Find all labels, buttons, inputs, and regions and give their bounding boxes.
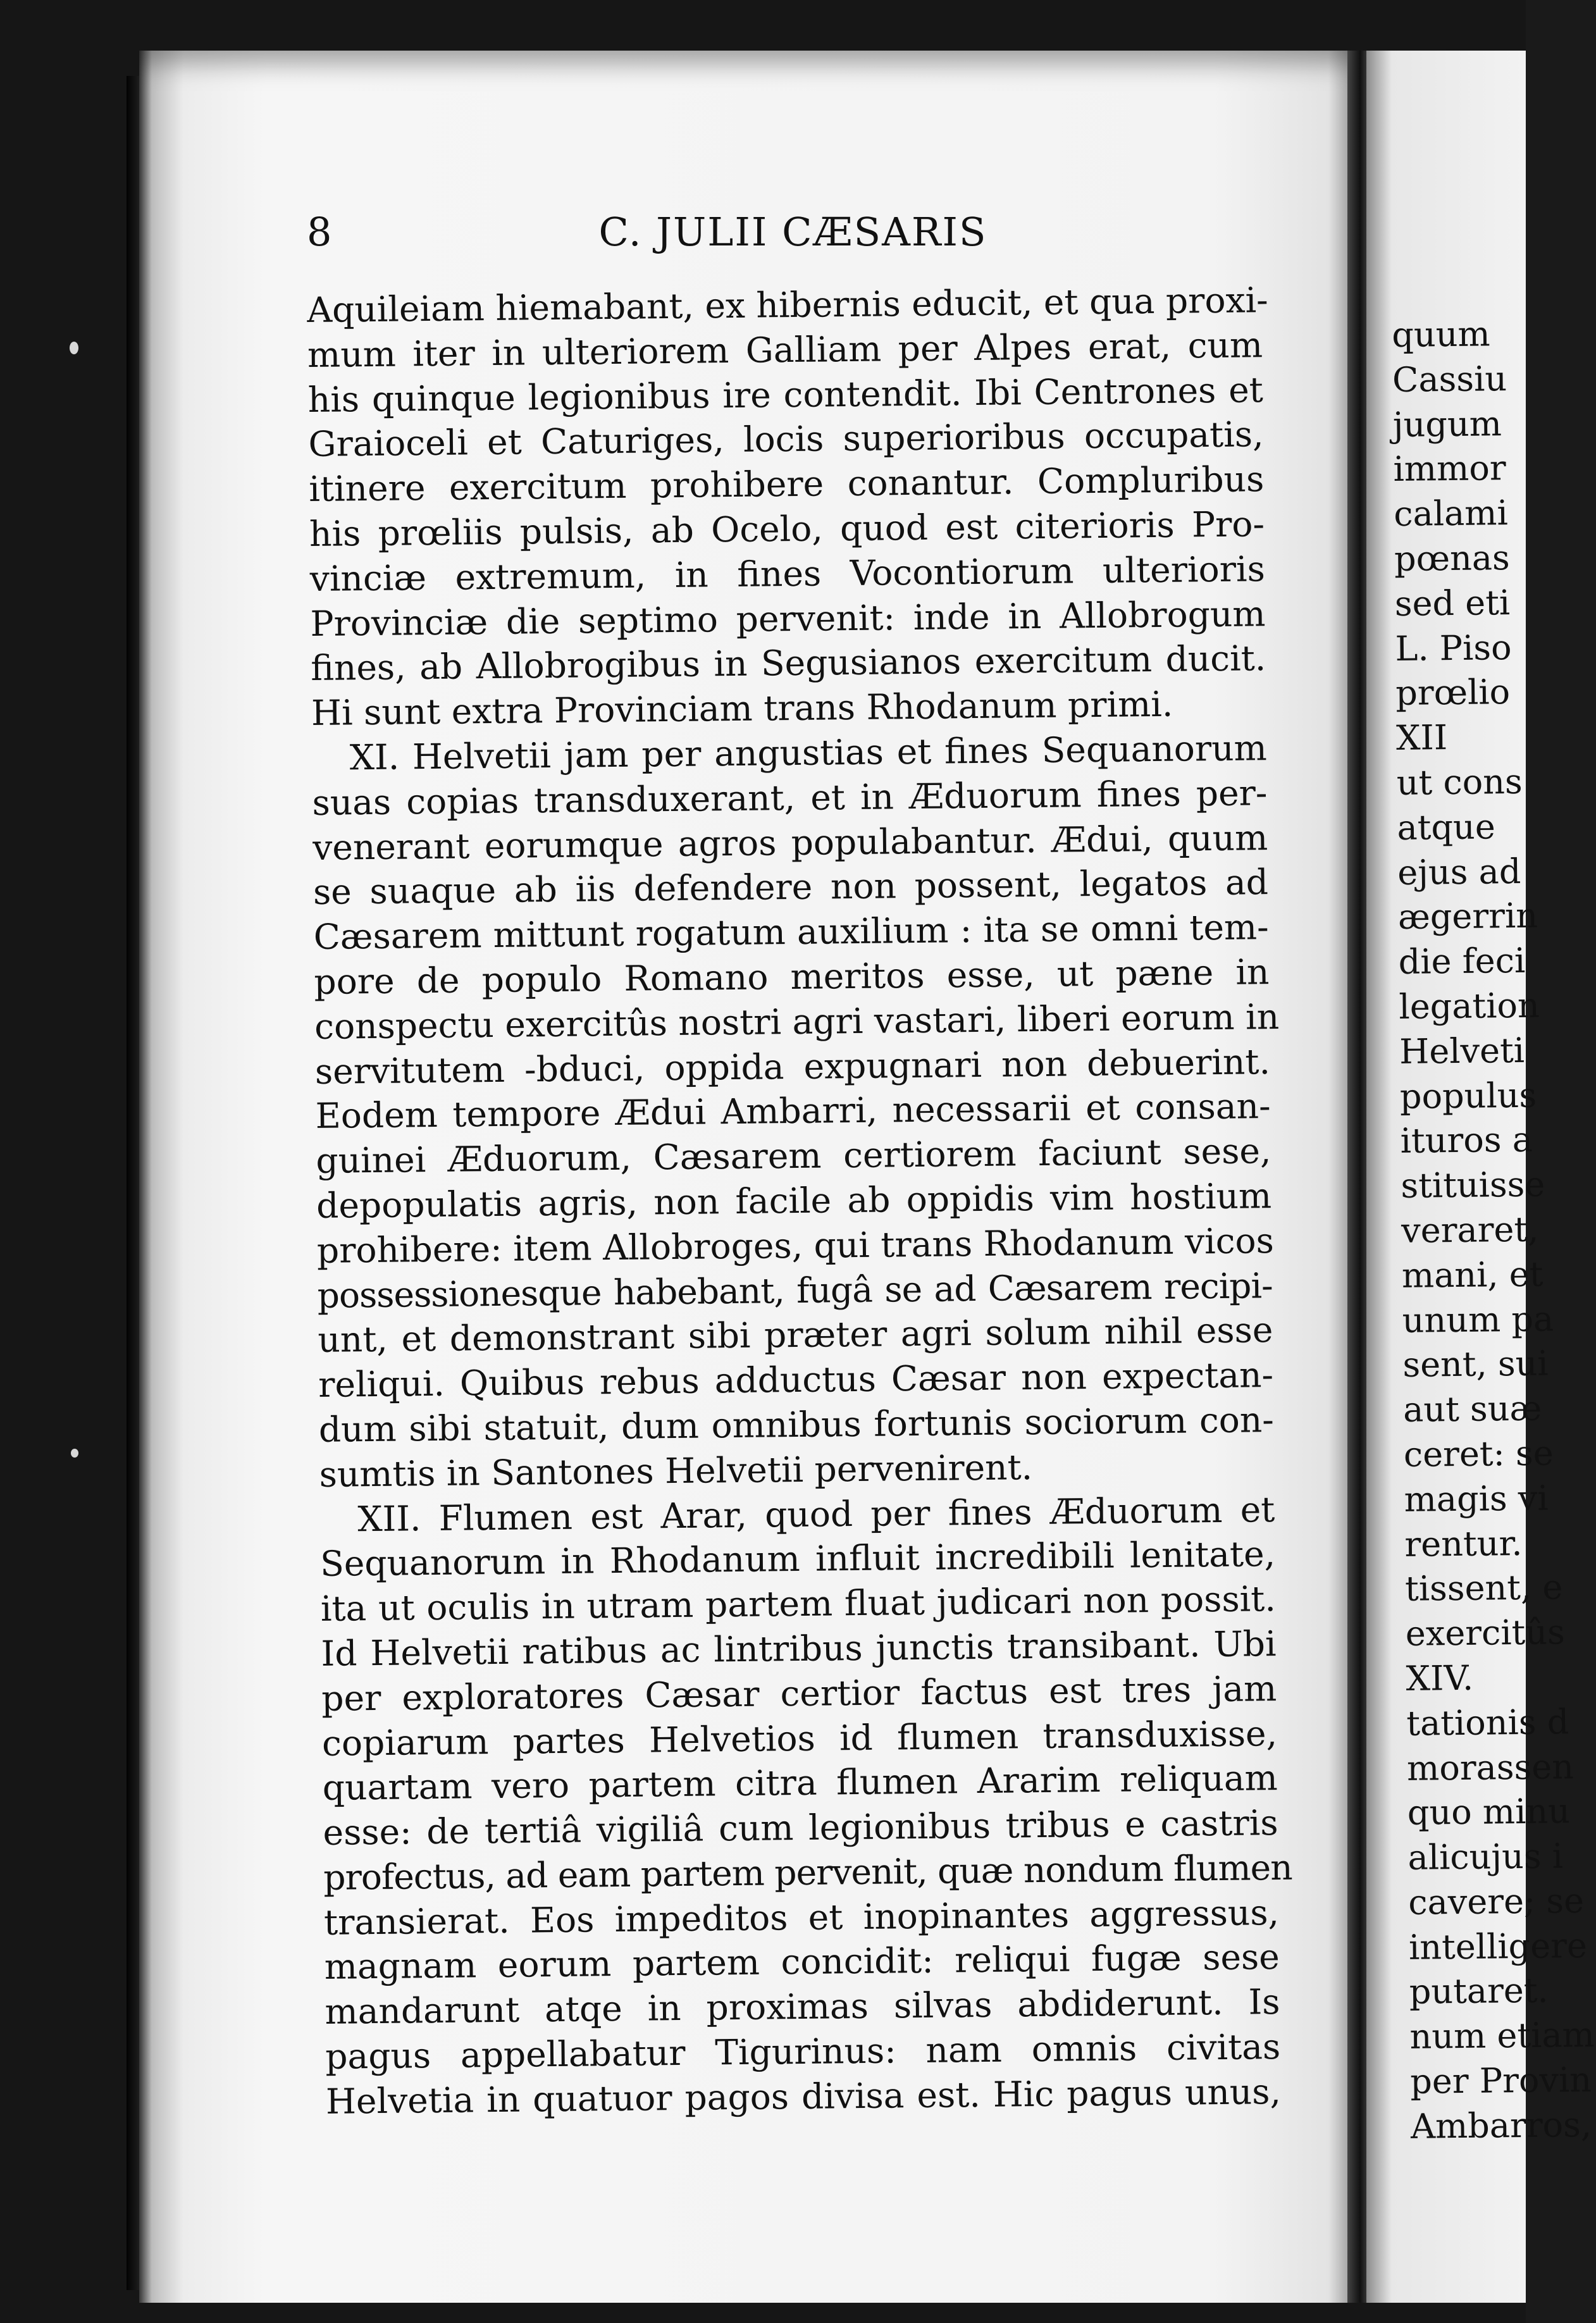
- text-line: Cæsarem mittunt rogatum auxilium : ita se omni tem-: [313, 907, 1269, 958]
- text-line: Hi sunt extra Provinciam trans Rhodanum primi.: [311, 683, 1173, 734]
- text-line: suas copias transduxerant, et in Æduorum fines per-: [312, 772, 1268, 823]
- facing-page-line: tationis d: [1406, 1701, 1569, 1744]
- page-title: C. JULII CÆSARIS: [598, 209, 987, 255]
- facing-page-line: jugum: [1392, 403, 1502, 445]
- facing-page-line: magis vi: [1404, 1478, 1549, 1520]
- section-start-line: XII. Flumen est Arar, quod per fines Æduorum et: [357, 1489, 1275, 1539]
- text-line: esse: de tertiâ vigiliâ cum legionibus tribus e castris: [323, 1802, 1278, 1853]
- facing-page-line: veraret,: [1401, 1209, 1539, 1251]
- facing-page-line: ituros a: [1400, 1120, 1533, 1162]
- text-line: sumtis in Santones Helvetii pervenirent.: [319, 1446, 1033, 1495]
- facing-page-line: unum pa: [1402, 1298, 1554, 1341]
- text-line: per exploratores Cæsar certior factus est tres jam: [321, 1668, 1277, 1719]
- facing-page-line: die feci: [1398, 941, 1526, 982]
- facing-page-line: cavere; se: [1407, 1880, 1585, 1923]
- text-line: depopulatis agris, non facile ab oppidis vim hostium: [316, 1175, 1272, 1226]
- text-line: his quinque legionibus ire contendit. Ibi Centrones et: [307, 369, 1264, 420]
- text-line: prohibere: item Allobroges, qui trans Rhodanum vicos: [316, 1220, 1275, 1271]
- facing-page-line: ut cons: [1396, 761, 1523, 803]
- text-line: pore de populo Romano meritos esse, ut pæne in: [314, 951, 1270, 1002]
- facing-page-line: sent, sui: [1402, 1343, 1549, 1385]
- text-line: possessionesque habebant, fugâ se ad Cæsarem recipi-: [317, 1265, 1273, 1316]
- facing-page-line: exercitûs: [1405, 1612, 1566, 1654]
- text-line: Id Helvetii ratibus ac lintribus junctis transibant. Ubi: [321, 1623, 1277, 1674]
- facing-page-line: Ambarros,: [1410, 2104, 1592, 2146]
- text-line: Aquileiam hiemabant, ex hibernis educit, et qua proxi-: [307, 280, 1269, 330]
- text-line: Eodem tempore Ædui Ambarri, necessarii et consan-: [315, 1086, 1271, 1137]
- text-line: se suaque ab iis defendere non possent, legatos ad: [312, 862, 1269, 913]
- facing-page-line: ægerrin: [1397, 895, 1538, 938]
- text-line: Sequanorum in Rhodanum influit incredibili lenitate,: [319, 1533, 1276, 1585]
- page-number: 8: [307, 209, 332, 255]
- facing-page-line: quo minu: [1407, 1791, 1571, 1833]
- text-line: transierat. Eos impeditos et inopinantes aggressus,: [323, 1892, 1280, 1943]
- facing-page-line: quum: [1392, 314, 1491, 355]
- facing-page-line: Helveti: [1399, 1030, 1525, 1072]
- text-line: copiarum partes Helvetios id flumen transduxisse,: [321, 1713, 1278, 1764]
- text-line: magnam eorum partem concidit: reliqui fugæ sese: [324, 1936, 1280, 1988]
- text-line: venerant eorumque agros populabantur. Ædui, quum: [312, 817, 1268, 868]
- text-line: mum iter in ulteriorem Galliam per Alpes erat, cum: [307, 324, 1263, 375]
- text-line: guinei Æduorum, Cæsarem certiorem faciunt sese,: [316, 1131, 1271, 1182]
- text-line: Helvetia in quatuor pagos divisa est. Hic pagus unus,: [325, 2071, 1282, 2122]
- facing-page-line: sed eti: [1394, 582, 1511, 624]
- text-line: mandarunt atqe in proximas silvas abdiderunt. Is: [325, 1981, 1280, 2033]
- text-line: quartam vero partem citra flumen Ararim reliquam: [322, 1757, 1278, 1809]
- text-line: ita ut oculis in utram partem fluat judicari non possit.: [320, 1578, 1277, 1629]
- text-line: Provinciæ die septimo pervenit: inde in Allobrogum: [310, 593, 1266, 644]
- facing-page-line: tissent, e: [1404, 1567, 1563, 1609]
- facing-page-line: per Provin: [1409, 2059, 1592, 2102]
- main-text-block: [307, 278, 1292, 2124]
- text-line: conspectu exercitûs nostri agri vastari, liberi eorum in: [314, 996, 1280, 1047]
- facing-page-line: alicujus i: [1407, 1836, 1564, 1878]
- text-line: profectus, ad eam partem pervenit, quæ nondum flumen: [323, 1847, 1292, 1898]
- facing-page-line: atque: [1397, 807, 1496, 848]
- section-start-line: XI. Helvetii jam per angustias et fines Sequanorum: [349, 728, 1268, 778]
- text-line: dum sibi statuit, dum omnibus fortunis sociorum con-: [318, 1399, 1275, 1450]
- facing-page-text: [1392, 312, 1595, 2150]
- facing-page-line: rentur.: [1404, 1523, 1523, 1564]
- text-line: servitutem -bduci, oppida expugnari non debuerint.: [314, 1041, 1271, 1092]
- facing-page-line: XII: [1395, 717, 1448, 759]
- text-line: vinciæ extremum, in fines Vocontiorum ulterioris: [309, 548, 1266, 599]
- facing-page-line: mani, et: [1401, 1254, 1543, 1296]
- facing-page-line: ejus ad: [1397, 851, 1521, 893]
- text-line: reliqui. Quibus rebus adductus Cæsar non expectan-: [318, 1354, 1274, 1406]
- facing-page-line: num etiam: [1409, 2015, 1595, 2057]
- facing-page-line: morassen: [1406, 1746, 1574, 1788]
- facing-page-line: putaret.: [1409, 1971, 1549, 2012]
- facing-page-line: immor: [1393, 448, 1506, 490]
- running-head: [307, 209, 1279, 259]
- text-line: Graioceli et Caturiges, locis superioribus occupatis,: [308, 414, 1264, 465]
- facing-page-line: intelligere: [1408, 1925, 1588, 1967]
- facing-page-line: calami: [1393, 493, 1509, 535]
- text-line: itinere exercitum prohibere conantur. Compluribus: [308, 459, 1265, 510]
- scan-speck: [71, 1449, 78, 1458]
- text-line: his prœliis pulsis, ab Ocelo, quod est citerioris Pro-: [309, 504, 1265, 554]
- text-line: unt, et demonstrant sibi præter agri solum nihil esse: [318, 1310, 1273, 1361]
- text-line: pagus appellabatur Tigurinus: nam omnis civitas: [325, 2026, 1281, 2077]
- facing-page-line: aut suæ: [1402, 1388, 1542, 1430]
- facing-page-line: L. Piso: [1395, 627, 1512, 669]
- facing-page-line: legation: [1399, 985, 1540, 1027]
- facing-page-line: Cassiu: [1392, 358, 1507, 400]
- facing-page-line: populus: [1399, 1075, 1537, 1117]
- facing-page-line: ceret: se: [1403, 1433, 1554, 1475]
- facing-page-line: stituisse: [1401, 1164, 1545, 1206]
- facing-page-line: pœnas: [1394, 538, 1511, 579]
- scan-speck: [70, 342, 78, 354]
- facing-page-line: prœlio: [1395, 672, 1511, 714]
- facing-page-line: XIV.: [1406, 1657, 1474, 1699]
- text-line: fines, ab Allobrogibus in Segusianos exercitum ducit.: [310, 638, 1266, 689]
